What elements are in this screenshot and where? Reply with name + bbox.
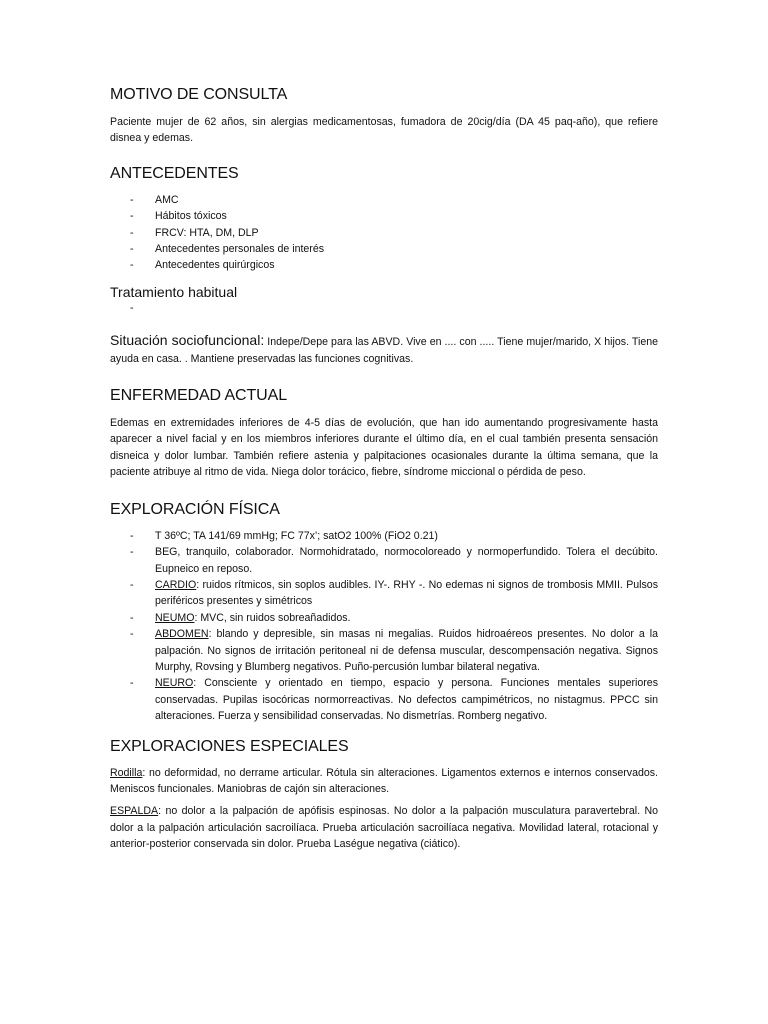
heading-situacion-sociofuncional: Situación sociofuncional: [110, 332, 265, 349]
heading-exploraciones-especiales: EXPLORACIONES ESPECIALES [110, 737, 349, 755]
rodilla-label: Rodilla [110, 766, 143, 779]
list-item: - CARDIO: ruidos rítmicos, sin soplos audibles. IY-. RHY -. No edemas ni signos de trombosis MMII. Pulsos periféricos presentes y simétricos [130, 578, 658, 608]
list-item: - Antecedentes quirúrgicos [130, 259, 275, 272]
item-label: CARDIO [155, 578, 197, 591]
list-item: - [130, 301, 134, 314]
item-label: NEURO [155, 677, 194, 690]
situacion-paragraph [110, 332, 658, 367]
motivo-text: Paciente mujer de 62 años, sin alergias medicamentosas, fumadora de 20cig/día (DA 45 paq-año), que refiere disnea y edemas. [110, 116, 658, 145]
situacion-text: Indepe/Depe para las ABVD. Vive en .... con ..... Tiene mujer/marido, X hijos. Tiene ayuda en casa. . Mantiene preservadas las funciones cognitivas. [110, 336, 658, 365]
rodilla-paragraph: Rodilla: no deformidad, no derrame articular. Rótula sin alteraciones. Ligamentos externos e internos conservados. Meniscos funcionales. Maniobras de cajón sin alteraciones. [110, 766, 658, 795]
espalda-paragraph: ESPALDA: no dolor a la palpación de apófisis espinosas. No dolor a la palpación musculatura paravertebral. No dolor a la palpación articulación sacroilíaca. Prueba articulación sacroilíaca negativa. Movilidad lateral, rotacional y anterior-posterior conservada sin dolor. Prueba Laségue negativa (ciático). [110, 805, 658, 851]
document-content [110, 86, 658, 853]
list-item: - AMC [130, 193, 179, 206]
list-item: - BEG, tranquilo, colaborador. Normohidratado, normocoloreado y normoperfundido. Tolera el decúbito. Eupneico en reposo. [130, 546, 658, 575]
item-label: ABDOMEN [155, 628, 209, 641]
exploracion-list [110, 528, 658, 725]
list-item: - FRCV: HTA, DM, DLP [130, 226, 259, 239]
list-item: - NEUMO: MVC, sin ruidos sobreañadidos. [130, 611, 351, 624]
list-item: - Antecedentes personales de interés [130, 243, 325, 256]
heading-tratamiento-habitual: Tratamiento habitual [110, 283, 238, 300]
heading-exploracion-fisica: EXPLORACIÓN FÍSICA [110, 500, 280, 518]
list-item: - Hábitos tóxicos [130, 210, 227, 223]
espalda-label: ESPALDA [110, 805, 159, 818]
antecedentes-list [110, 192, 658, 274]
enfermedad-text: Edemas en extremidades inferiores de 4-5 días de evolución, que han ido aumentando progresivamente hasta aparecer a nivel facial y en los miembros inferiores durante el último día, en el cual también presenta sensación disneica y dolor lumbar. También refiere astenia y palpitaciones ocasionales durante la última semana, que la paciente atribuye al ritmo de vida. Niega dolor torácico, fiebre, síndrome miccional o pérdida de peso. [110, 417, 658, 479]
heading-enfermedad-actual: ENFERMEDAD ACTUAL [110, 387, 287, 405]
list-item: - ABDOMEN: blando y depresible, sin masas ni megalias. Ruidos hidroaéreos presentes. No dolor a la palpación. No signos de irritación peritoneal ni de defensa muscular, descompensación negativa. Signos Murphy, Rovsing y Blumberg negativos. Puño-percusión lumbar bilateral negativa. [130, 628, 658, 673]
item-label: NEUMO [155, 611, 195, 624]
list-item: - T 36ºC; TA 141/69 mmHg; FC 77x’; satO2 100% (FiO2 0.21) [130, 529, 438, 542]
list-item: - NEURO: Consciente y orientado en tiempo, espacio y persona. Funciones mentales superiores conservadas. Pupilas isocóricas normorreactivas. No defectos campimétricos, no nistagmus. PPCC sin alteraciones. Fuerza y sensibilidad conservadas. No dismetrías. Romberg negativo. [130, 677, 658, 723]
heading-motivo-consulta: MOTIVO DE CONSULTA [110, 86, 288, 103]
tratamiento-list [110, 300, 658, 316]
heading-antecedentes: ANTECEDENTES [110, 164, 239, 182]
